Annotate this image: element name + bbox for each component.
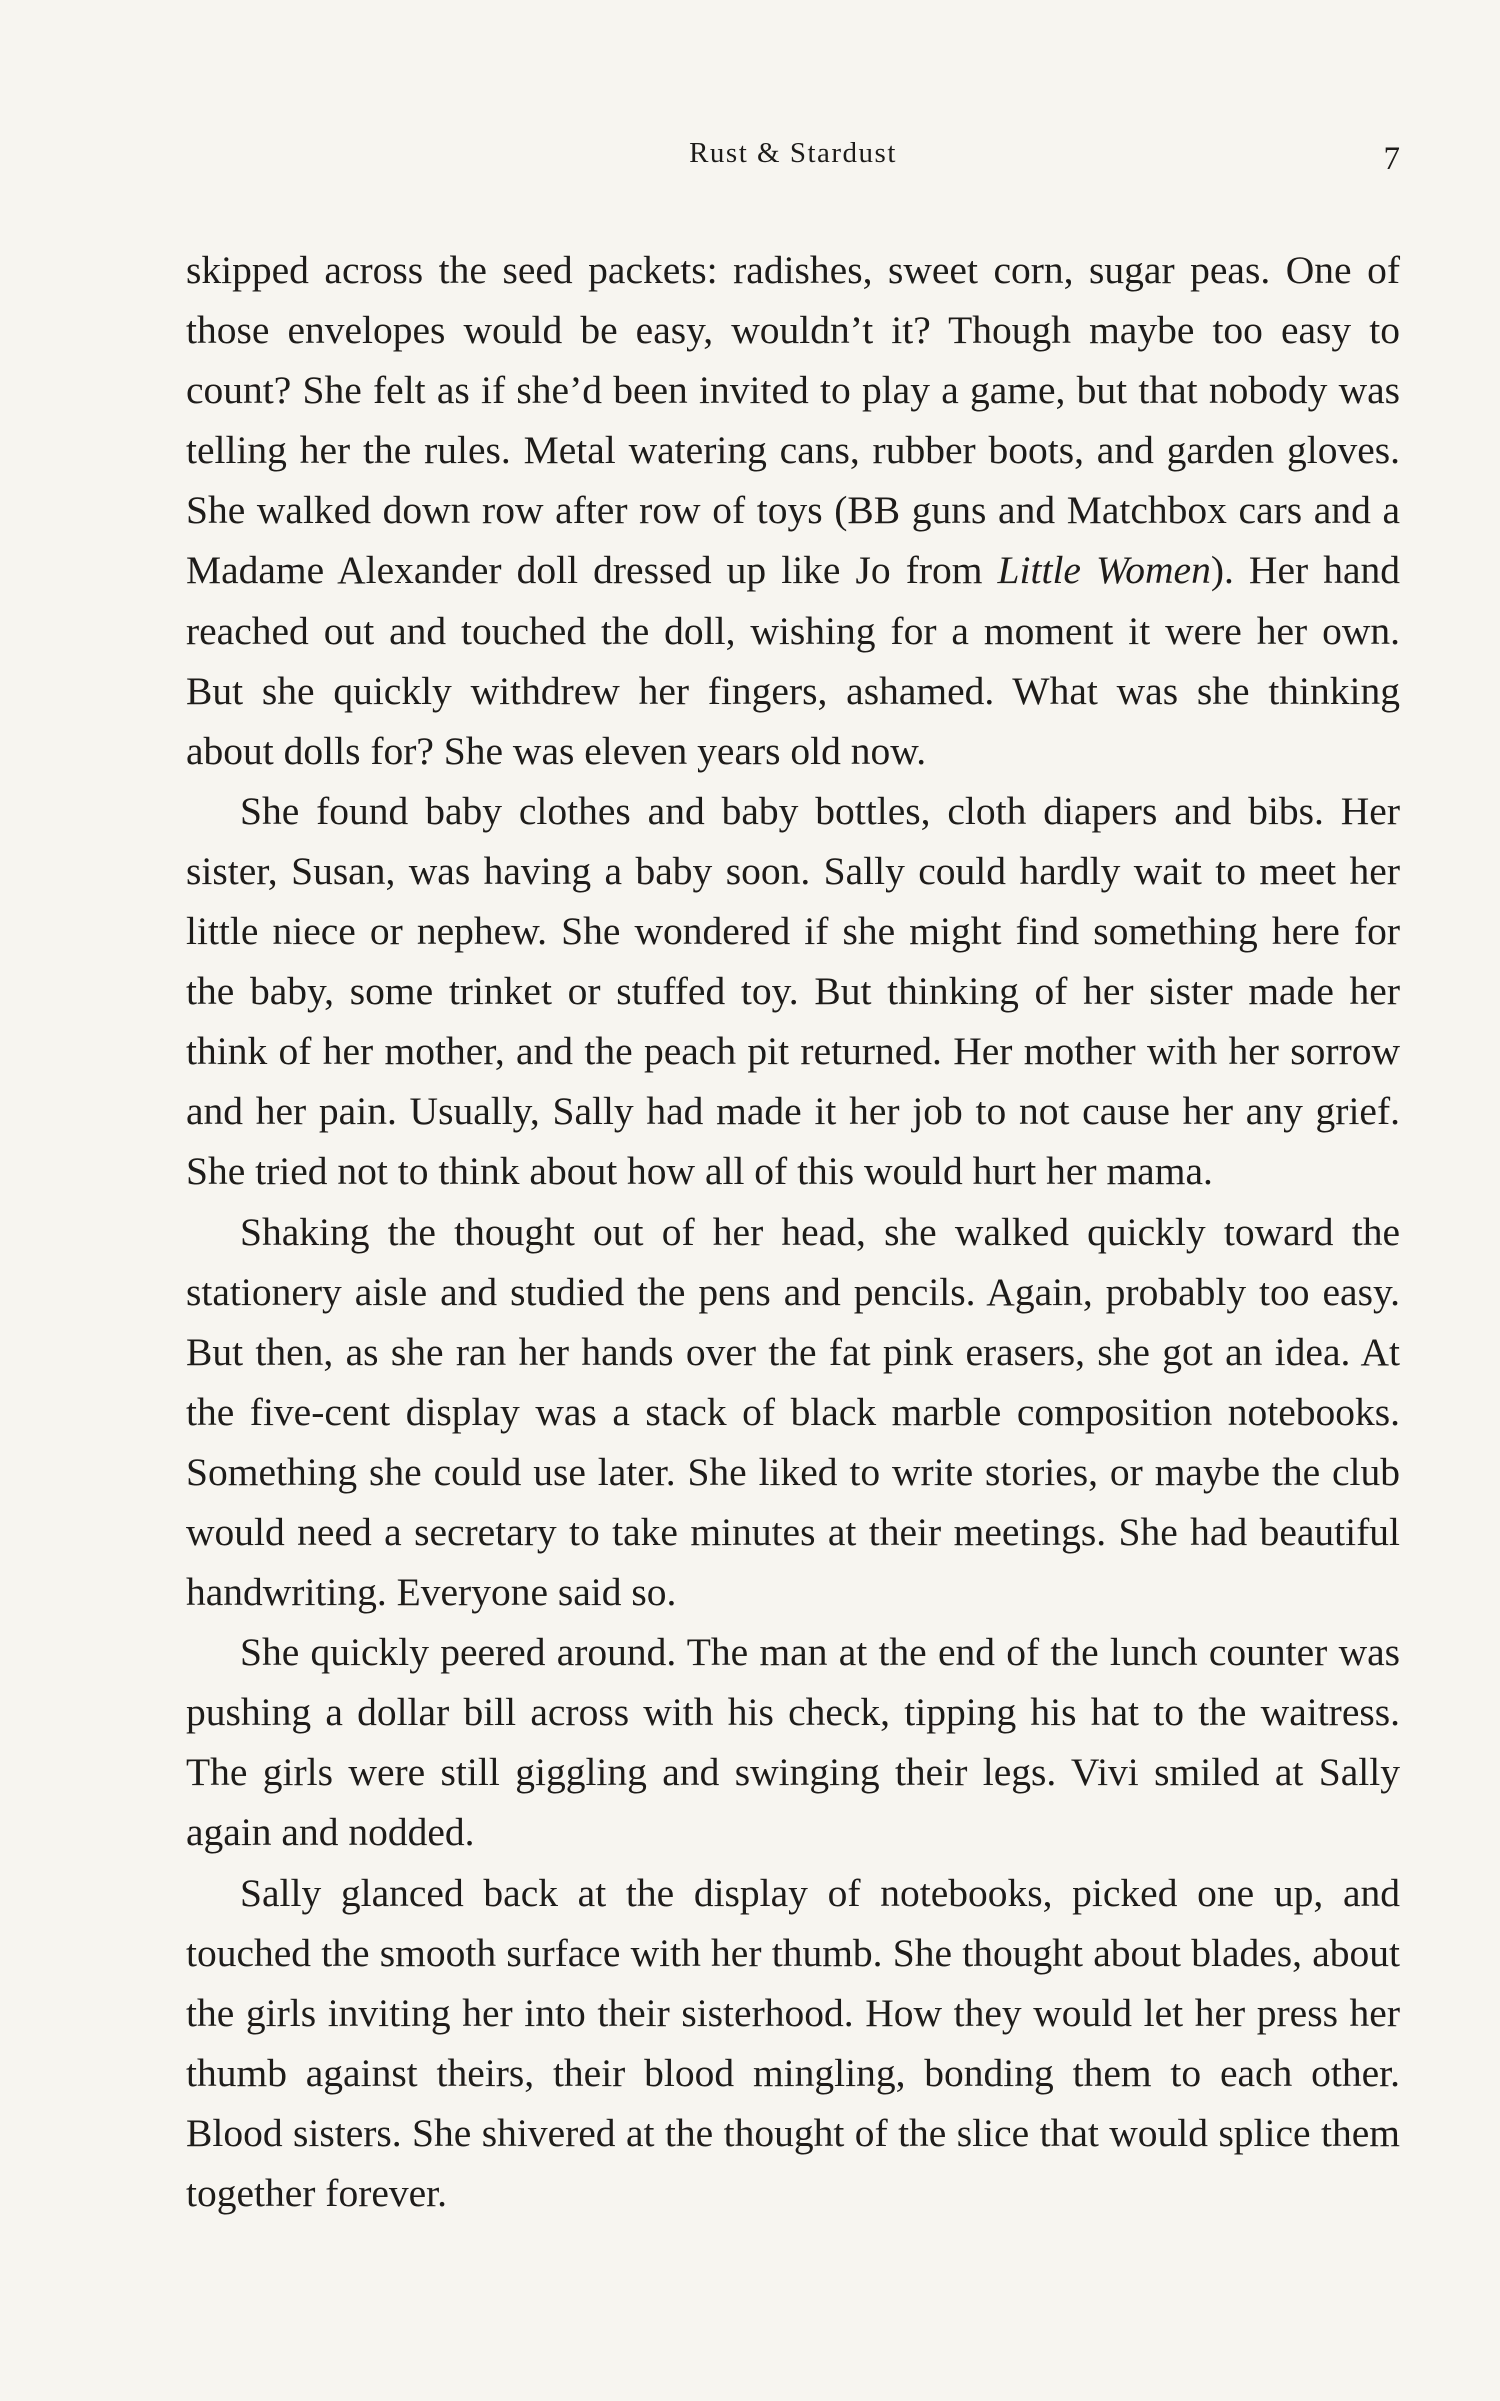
paragraph-1-text-cont: ). Her hand reached out and touched the doll, wishing for a moment it were her own. But she quickly withdrew her fingers, ashamed. What was she thinking about dolls for? She was eleven years old now. bbox=[186, 548, 1400, 773]
paragraph-1-text: skipped across the seed packets: radishes, sweet corn, sugar peas. One of those envelopes would be easy, wouldn’t it? Though maybe too easy to count? She felt as if she’d been invited to play a game, but that nobody was telling her the rules. Metal watering cans, rubber boots, and garden gloves. She walked down row after row of toys (BB guns and Matchbox cars and a Madame Alexander doll dressed up like Jo from bbox=[186, 248, 1400, 593]
paragraph-3: Shaking the thought out of her head, she walked quickly toward the stationery aisle and studied the pens and pencils. Again, probably too easy. But then, as she ran her hands over the fat pink erasers, she got an idea. At the five-cent display was a stack of black marble composition notebooks. Something she could use later. She liked to write stories, or maybe the club would need a secretary to take minutes at their meetings. She had beautiful handwriting. Everyone said so. bbox=[186, 1209, 1400, 1615]
body-text bbox=[186, 240, 1400, 2223]
paragraph-2: She found baby clothes and baby bottles, cloth diapers and bibs. Her sister, Susan, was having a baby soon. Sally could hardly wait to meet her little niece or nephew. She wondered if she might find something here for the baby, some trinket or stuffed toy. But thinking of her sister made her think of her mother, and the peach pit returned. Her mother with her sorrow and her pain. Usually, Sally had made it her job to not cause her any grief. She tried not to think about how all of this would hurt her mama. bbox=[186, 788, 1400, 1194]
page-number: 7 bbox=[1383, 141, 1400, 177]
paragraph-4: She quickly peered around. The man at the end of the lunch counter was pushing a dollar bill across with his check, tipping his hat to the waitress. The girls were still giggling and swinging their legs. Vivi smiled at Sally again and nodded. bbox=[186, 1630, 1400, 1855]
book-title-italic: Little Women bbox=[997, 548, 1211, 593]
running-title: Rust & Stardust bbox=[689, 137, 897, 169]
running-head bbox=[186, 128, 1400, 178]
paragraph-1 bbox=[186, 240, 1400, 781]
paragraph-5: Sally glanced back at the display of notebooks, picked one up, and touched the smooth surface with her thumb. She thought about blades, about the girls inviting her into their sisterhood. How they would let her press her thumb against theirs, their blood mingling, bonding them to each other. Blood sisters. She shivered at the thought of the slice that would splice them together forever. bbox=[186, 1870, 1400, 2215]
